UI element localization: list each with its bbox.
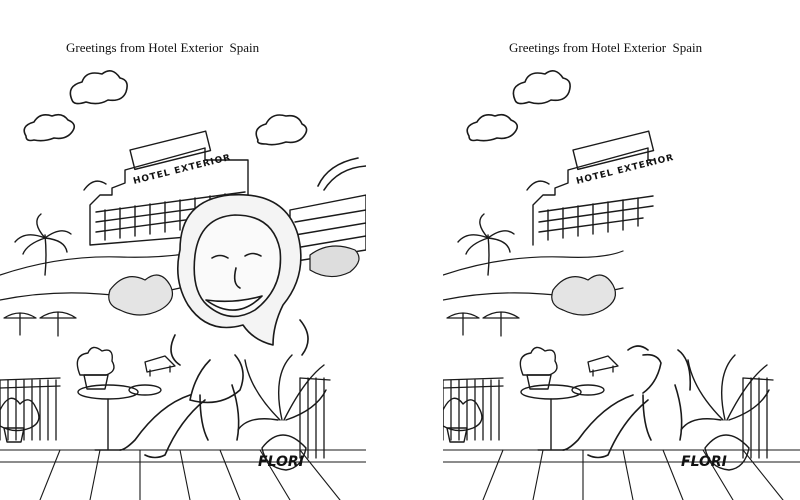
postcard-panel-left <box>0 0 366 500</box>
potted-plant <box>77 347 114 389</box>
beach-umbrella <box>447 312 519 336</box>
potted-plant <box>443 398 482 442</box>
balcony-railing <box>443 378 773 458</box>
hotel-building <box>527 131 655 245</box>
balcony-railing <box>0 378 330 458</box>
cloud <box>24 71 366 190</box>
palm-tree <box>458 214 514 275</box>
hotel-sign: HOTEL EXTERIOR <box>132 152 233 187</box>
potted-plant <box>0 398 39 442</box>
table <box>521 385 604 450</box>
postcard-caption: Greetings from Hotel Exterior Spain <box>509 40 703 55</box>
artist-signature: FLORI <box>258 454 304 470</box>
caricature-illustration <box>0 0 366 500</box>
woman-figure <box>120 195 308 458</box>
palm-tree <box>15 214 71 275</box>
wooden-deck <box>0 450 366 500</box>
potted-plant <box>520 347 557 389</box>
beach-lounger <box>145 356 175 376</box>
artist-signature: FLORI <box>681 454 727 470</box>
potted-plant <box>681 355 769 470</box>
body-outline <box>563 346 690 458</box>
cloud <box>467 71 570 141</box>
postcard-panel-right <box>443 0 800 500</box>
hillside <box>443 251 623 315</box>
table <box>78 385 161 450</box>
beach-lounger <box>588 356 618 376</box>
postcard-caption: Greetings from Hotel Exterior Spain <box>66 40 260 55</box>
beach-umbrella <box>4 312 76 336</box>
template-illustration <box>443 0 800 500</box>
hotel-sign: HOTEL EXTERIOR <box>575 152 676 187</box>
potted-plant <box>238 355 326 470</box>
